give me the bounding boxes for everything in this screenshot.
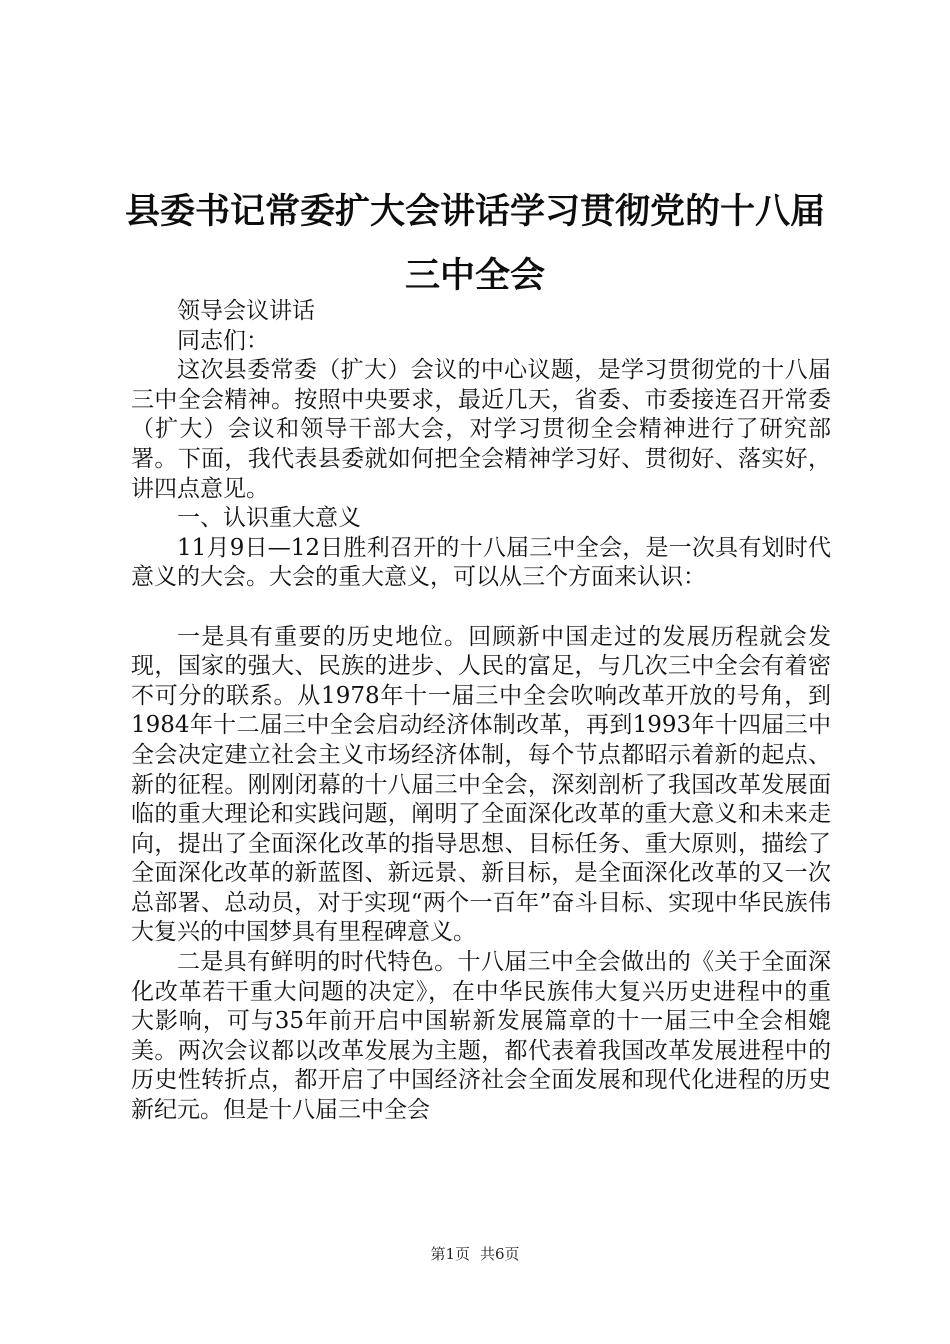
page-number-current: 第1页 <box>430 1245 470 1263</box>
body-paragraph: 11月9日—12日胜利召开的十八届三中全会，是一次具有划时代意义的大会。大会的重大意义，可以从三个方面来认识： <box>131 534 831 591</box>
body-paragraph: 一是具有重要的历史地位。回顾新中国走过的发展历程就会发现，国家的强大、民族的进步、人民的富足，与几次三中全会有着密不可分的联系。从1978年十一届三中全会吹响改革开放的号角，到1984年十二届三中全会启动经济体制改革，再到1993年十四届三中全会决定建立社会主义市场经济体制，每个节点都昭示着新的起点、新的征程。刚刚闭幕的十八届三中全会，深刻剖析了我国改革发展面临的重大理论和实践问题，阐明了全面深化改革的重大意义和未来走向，提出了全面深化改革的指导思想、目标任务、重大原则，描绘了全面深化改革的新蓝图、新远景、新目标，是全面深化改革的又一次总部署、总动员，对于实现“两个一百年”奋斗目标、实现中华民族伟大复兴的中国梦具有里程碑意义。 <box>131 623 831 946</box>
document-body <box>131 297 831 1126</box>
document-title <box>100 180 850 308</box>
title-line-1: 县委书记常委扩大会讲话学习贯彻党的十八届 <box>124 192 825 232</box>
page-footer <box>0 1244 950 1264</box>
subtitle-paragraph: 领导会议讲话 <box>177 298 315 324</box>
section-heading: 一、认识重大意义 <box>177 505 361 532</box>
intro-paragraph: 这次县委常委（扩大）会议的中心议题，是学习贯彻党的十八届三中全会精神。按照中央要求，最近几天，省委、市委接连召开常委（扩大）会议和领导干部大会，对学习贯彻全会精神进行了研究部署。下面，我代表县委就如何把全会精神学习好、贯彻好、落实好，讲四点意见。 <box>131 357 831 502</box>
page-number-total: 共6页 <box>480 1245 520 1263</box>
body-paragraph: 二是具有鲜明的时代特色。十八届三中全会做出的《关于全面深化改革若干重大问题的决定》，在中华民族伟大复兴历史进程中的重大影响，可与35年前开启中国崭新发展篇章的十一届三中全会相媲美。两次会议都以改革发展为主题，都代表着我国改革发展进程中的历史性转折点，都开启了中国经济社会全面发展和现代化进程的历史新纪元。但是十八届三中全会 <box>131 949 831 1124</box>
salutation-paragraph: 同志们： <box>177 327 269 354</box>
title-line-2: 三中全会 <box>404 256 545 296</box>
